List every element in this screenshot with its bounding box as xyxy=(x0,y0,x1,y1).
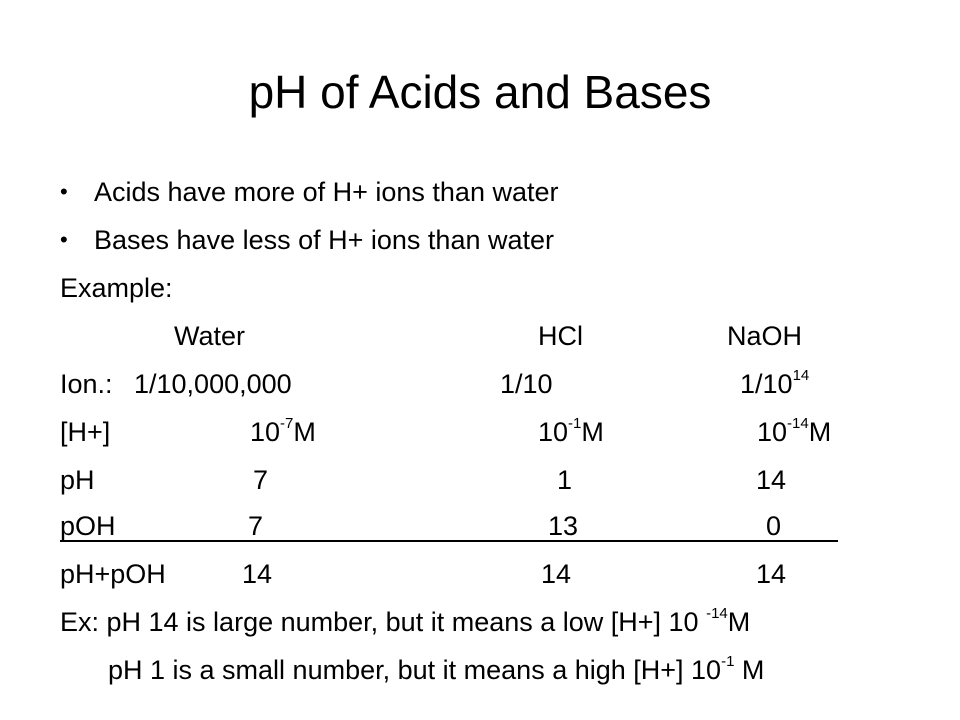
ex-line-1 xyxy=(60,605,750,639)
bullet-acids: Acids have more of H+ ions than water xyxy=(94,177,559,207)
ion-water: 1/10,000,000 xyxy=(134,369,292,399)
poh-hcl: 13 xyxy=(548,511,579,541)
ex-line-2-text: pH 1 is a small number, but it means a high [H+] 10 xyxy=(108,655,722,685)
h-naoh-exp: -14 xyxy=(787,415,809,432)
ion-naoh-base: 1/10 xyxy=(740,369,793,399)
ion-hcl: 1/10 xyxy=(500,369,553,399)
header-naoh: NaOH xyxy=(727,321,803,351)
header-water: Water xyxy=(174,321,246,351)
poh-naoh: 0 xyxy=(766,511,782,541)
bullet-dot: • xyxy=(60,227,68,252)
h-hcl-base: 10 xyxy=(538,417,569,447)
slide-title: pH of Acids and Bases xyxy=(248,66,712,118)
h-hcl xyxy=(538,415,604,449)
ex-line-1-unit: M xyxy=(727,607,751,637)
h-water-exp: -7 xyxy=(280,415,294,432)
ion-row-label: Ion.: xyxy=(60,369,113,399)
ph-water: 7 xyxy=(253,465,269,495)
ph-hcl: 1 xyxy=(557,465,573,495)
sum-naoh: 14 xyxy=(756,559,787,589)
bullet-bases: Bases have less of H+ ions than water xyxy=(94,225,555,255)
h-naoh-unit: M xyxy=(808,417,832,447)
ex-line-1-text: Ex: pH 14 is large number, but it means a low [H+] 10 xyxy=(60,607,707,637)
sum-row-label: pH+pOH xyxy=(60,559,166,589)
sum-water: 14 xyxy=(242,559,273,589)
ex-line-1-exp: -14 xyxy=(706,605,728,622)
h-water-base: 10 xyxy=(250,417,281,447)
h-hcl-unit: M xyxy=(581,417,604,447)
ph-naoh: 14 xyxy=(756,465,787,495)
poh-row-underline xyxy=(60,540,838,542)
h-water xyxy=(250,415,316,449)
ph-row-label: pH xyxy=(60,465,95,495)
header-hcl: HCl xyxy=(538,321,583,351)
h-water-unit: M xyxy=(293,417,316,447)
ex-line-2-exp: -1 xyxy=(721,653,735,670)
ion-naoh-exp: 14 xyxy=(792,367,810,384)
example-label: Example: xyxy=(60,273,173,303)
h-row-label: [H+] xyxy=(60,417,111,447)
ion-naoh xyxy=(740,367,809,401)
ex-line-2 xyxy=(108,653,764,687)
bullet-dot: • xyxy=(60,179,68,204)
h-naoh xyxy=(757,415,831,449)
poh-water: 7 xyxy=(248,511,264,541)
sum-hcl: 14 xyxy=(541,559,572,589)
h-hcl-exp: -1 xyxy=(568,415,582,432)
ex-line-2-unit: M xyxy=(734,655,765,685)
h-naoh-base: 10 xyxy=(757,417,788,447)
poh-row-label: pOH xyxy=(60,511,116,541)
